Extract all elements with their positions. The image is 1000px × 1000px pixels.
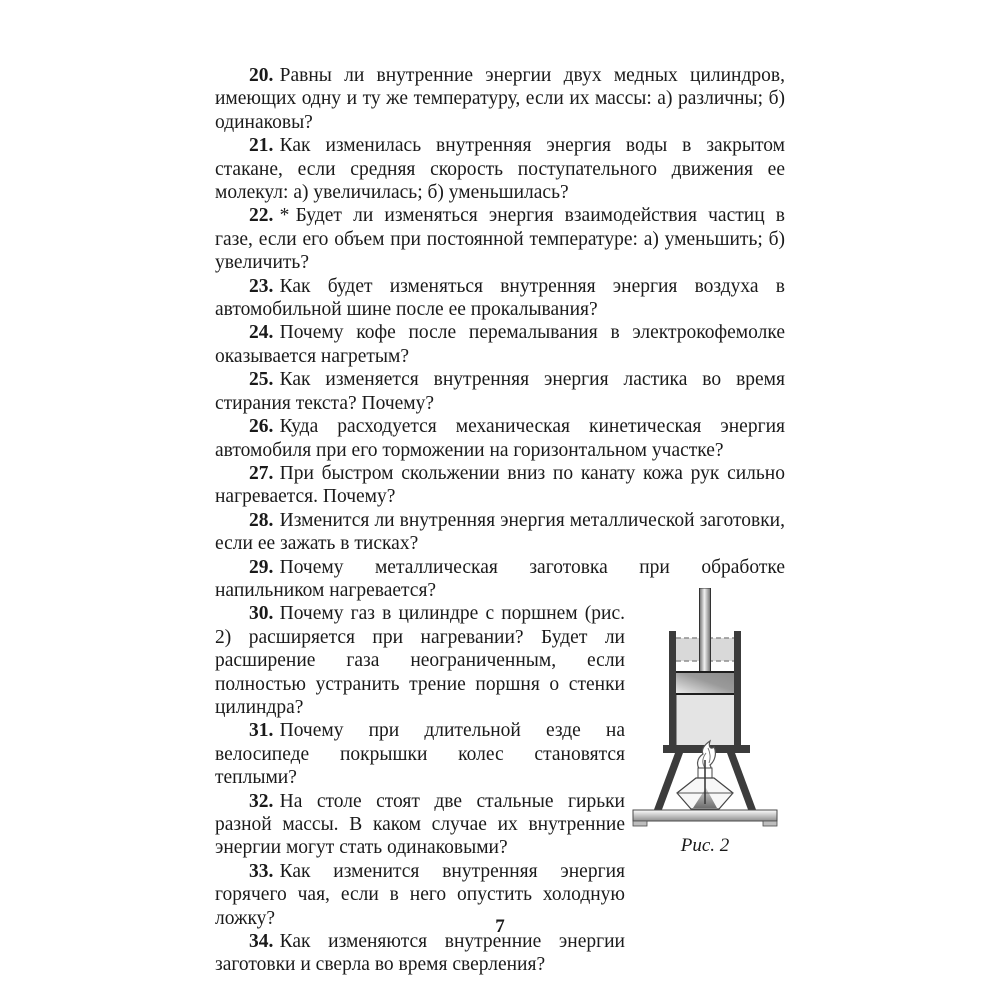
base-foot-left xyxy=(633,821,647,826)
question-20 xyxy=(215,64,785,134)
question-text: Как изменяется внутренняя энергия ластика во время стирания текста? Почему? xyxy=(215,369,785,414)
question-text: Почему металлическая заготовка при обработке напильником нагревается? xyxy=(215,556,785,601)
question-28 xyxy=(215,509,785,556)
base-foot-right xyxy=(763,821,777,826)
stand-base xyxy=(633,810,777,821)
question-24 xyxy=(215,321,785,368)
question-number: 26. xyxy=(249,416,274,438)
question-number: 30. xyxy=(249,603,274,625)
question-text: Куда расходуется механическая кинетическая энергия автомобиля при его торможении на горизонтальном участке? xyxy=(215,416,785,461)
apparatus-drawing xyxy=(625,588,785,828)
question-number: 24. xyxy=(249,322,274,344)
question-number: 21. xyxy=(249,135,274,157)
question-text: Изменится ли внутренняя энергия металлической заготовки, если ее зажать в тисках? xyxy=(215,509,785,555)
question-30 xyxy=(215,602,625,719)
question-number: 25. xyxy=(249,369,274,391)
cylinder-wall-left xyxy=(669,631,676,750)
question-number: 29. xyxy=(249,556,274,578)
question-text: Как изменяются внутренние энергии заготовки и сверла во время сверления? xyxy=(215,931,625,976)
question-27 xyxy=(215,462,785,509)
question-number: 22. xyxy=(249,205,274,227)
figure-caption: Рис. 2 xyxy=(680,835,730,857)
question-asterisk: * xyxy=(279,205,290,227)
question-text: Как изменится внутренняя энергия горячего чая, если в него опустить холодную ложку? xyxy=(215,860,625,929)
question-number: 23. xyxy=(249,275,274,297)
question-text: Почему газ в цилиндре с поршнем (рис. 2) расширяется при нагревании? Будет ли расширение газа неограниченным, если полностью устранить трение поршня о стенки цилиндра? xyxy=(215,603,625,718)
piston-rod xyxy=(700,588,711,676)
question-text: Почему при длительной езде на велосипеде покрышки колес становятся теплыми? xyxy=(215,720,625,789)
question-text: При быстром скольжении вниз по канату кожа рук сильно нагревается. Почему? xyxy=(215,462,785,508)
question-text: Равны ли внутренние энергии двух медных цилиндров, имеющих одну и ту же температуру, если их массы: а) различны; б) одинаковы? xyxy=(215,65,785,133)
page-number: 7 xyxy=(495,916,505,937)
question-25 xyxy=(215,368,785,415)
question-number: 33. xyxy=(249,860,274,882)
question-number: 20. xyxy=(249,65,274,86)
question-text: Как изменилась внутренняя энергия воды в закрытом стакане, если средняя скорость поступательного движения ее молекул: а) увеличилась; б) уменьшилась? xyxy=(215,135,785,204)
question-number: 32. xyxy=(249,790,274,812)
question-number: 27. xyxy=(249,462,274,484)
question-text: Будет ли изменяться энергия взаимодействия частиц в газе, если его объем при постоянной температуре: а) уменьшить; б) увеличить? xyxy=(215,205,785,274)
question-32 xyxy=(215,790,625,860)
question-text: Почему кофе после перемалывания в электрокофемолке оказывается нагретым? xyxy=(215,322,785,367)
question-22 xyxy=(215,204,785,274)
cylinder-wall-right xyxy=(734,631,741,750)
question-number: 28. xyxy=(249,509,274,531)
page-content xyxy=(215,64,785,977)
tripod-leg-left xyxy=(652,753,683,815)
question-31 xyxy=(215,719,625,789)
question-23 xyxy=(215,275,785,322)
question-26 xyxy=(215,415,785,462)
question-text: Как будет изменяться внутренняя энергия воздуха в автомобильной шине после ее прокалывания? xyxy=(215,275,785,321)
question-21 xyxy=(215,134,785,204)
tripod-leg-right xyxy=(727,753,758,815)
question-number: 34. xyxy=(249,931,274,953)
piston xyxy=(675,672,736,694)
question-number: 31. xyxy=(249,720,274,742)
figure-cylinder-piston-burner xyxy=(625,588,785,857)
gas-chamber xyxy=(676,693,735,750)
question-text: На столе стоят две стальные гирьки разной массы. В каком случае их внутренние энергии могут стать одинаковыми? xyxy=(215,790,625,859)
